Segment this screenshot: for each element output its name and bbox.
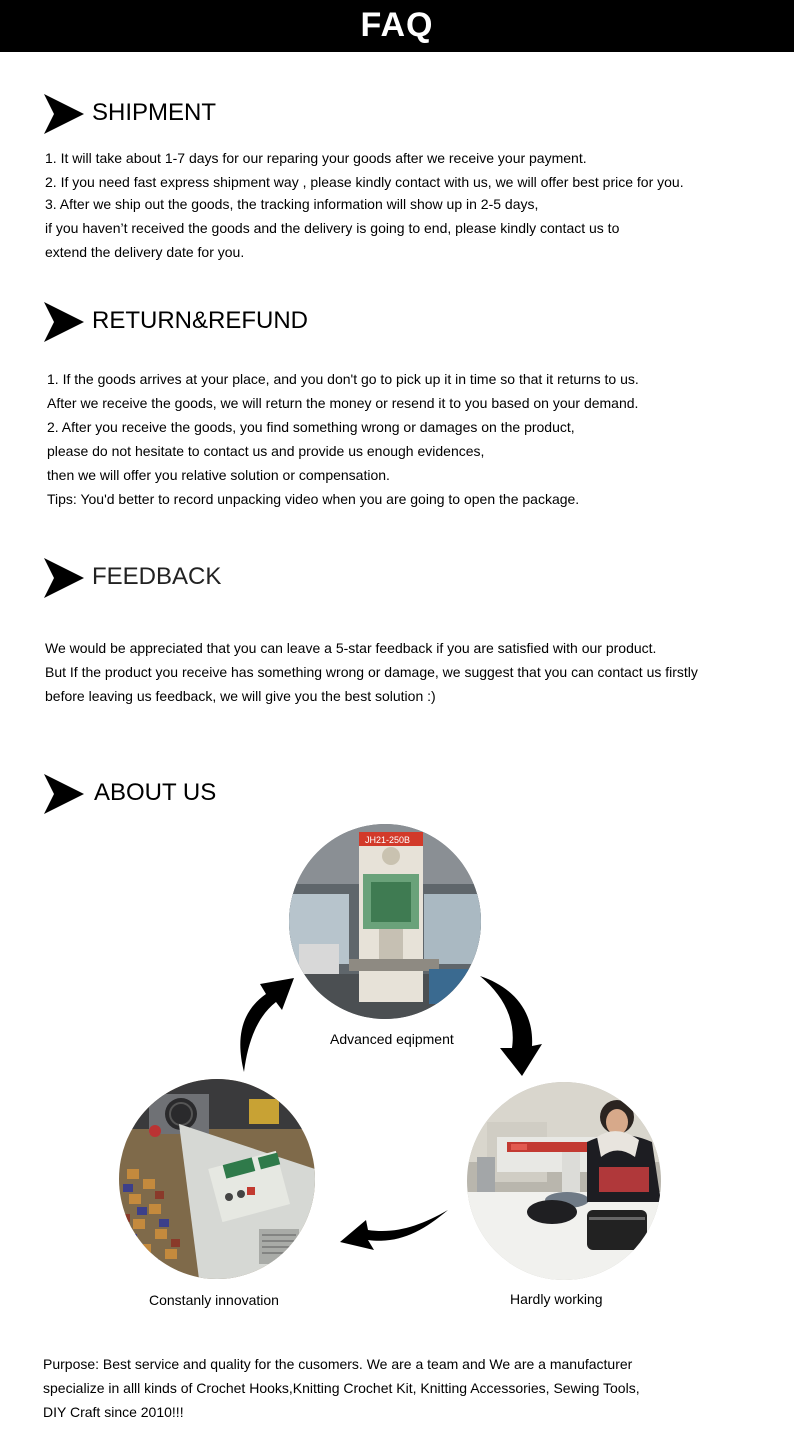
feedback-title: FEEDBACK [92,563,222,590]
feedback-text [45,636,765,708]
shipment-line: if you haven’t received the goods and the delivery is going to end, please kindly contact us to [45,220,620,236]
refund-line: 1. If the goods arrives at your place, and you don't go to pick up it in time so that it returns to us. [47,371,639,387]
purpose-line: DIY Craft since 2010!!! [43,1404,184,1420]
feedback-line: But If the product you receive has something wrong or damage, we suggest that you can contact us firstly [45,664,698,680]
refund-line: then we will offer you relative solution or compensation. [47,467,390,483]
feedback-line: We would be appreciated that you can leave a 5-star feedback if you are satisfied with our product. [45,640,657,656]
cutting-machine-illustration [119,1079,315,1279]
working-caption: Hardly working [510,1291,603,1307]
sewing-worker-illustration [467,1082,661,1280]
cycle-arrow-left-icon [338,1206,450,1254]
feedback-line: before leaving us feedback, we will give you the best solution :) [45,688,436,704]
shipment-line: 2. If you need fast express shipment way , please kindly contact with us, we will offer best price for you. [45,174,684,190]
arrow-bullet-icon [44,302,84,342]
cycle-arrow-up-icon [232,960,302,1075]
equipment-caption: Advanced eqipment [330,1031,454,1047]
arrow-bullet-icon [44,94,84,134]
press-machine-illustration [289,824,481,1019]
refund-line: please do not hesitate to contact us and provide us enough evidences, [47,443,485,459]
arrow-bullet-icon [44,558,84,598]
shipment-line: 1. It will take about 1-7 days for our reparing your goods after we receive your payment. [45,150,587,166]
refund-line: Tips: You'd better to record unpacking video when you are going to open the package. [47,491,580,507]
purpose-line: Purpose: Best service and quality for the cusomers. We are a team and We are a manufacturer [43,1356,633,1372]
shipment-line: 3. After we ship out the goods, the tracking information will show up in 2-5 days, [45,196,539,212]
cycle-arrow-down-icon [476,970,548,1080]
refund-line: After we receive the goods, we will return the money or resend it to you based on your demand. [47,395,639,411]
innovation-photo [119,1079,315,1279]
working-photo [467,1082,661,1280]
machine-label: JH21-250B [365,835,411,845]
refund-title: RETURN&REFUND [92,307,308,334]
shipment-text [45,146,765,264]
arrow-bullet-icon [44,774,84,814]
shipment-line: extend the delivery date for you. [45,244,245,260]
innovation-caption: Constanly innovation [149,1292,279,1308]
refund-text [47,367,767,511]
shipment-title: SHIPMENT [92,99,217,126]
purpose-line: specialize in alll kinds of Crochet Hooks,Knitting Crochet Kit, Knitting Accessories, Sewing Tools, [43,1380,640,1396]
faq-title: FAQ [360,6,434,44]
about-title: ABOUT US [94,779,217,806]
refund-line: 2. After you receive the goods, you find something wrong or damages on the product, [47,419,575,435]
equipment-photo [289,824,481,1019]
purpose-text [43,1352,763,1424]
